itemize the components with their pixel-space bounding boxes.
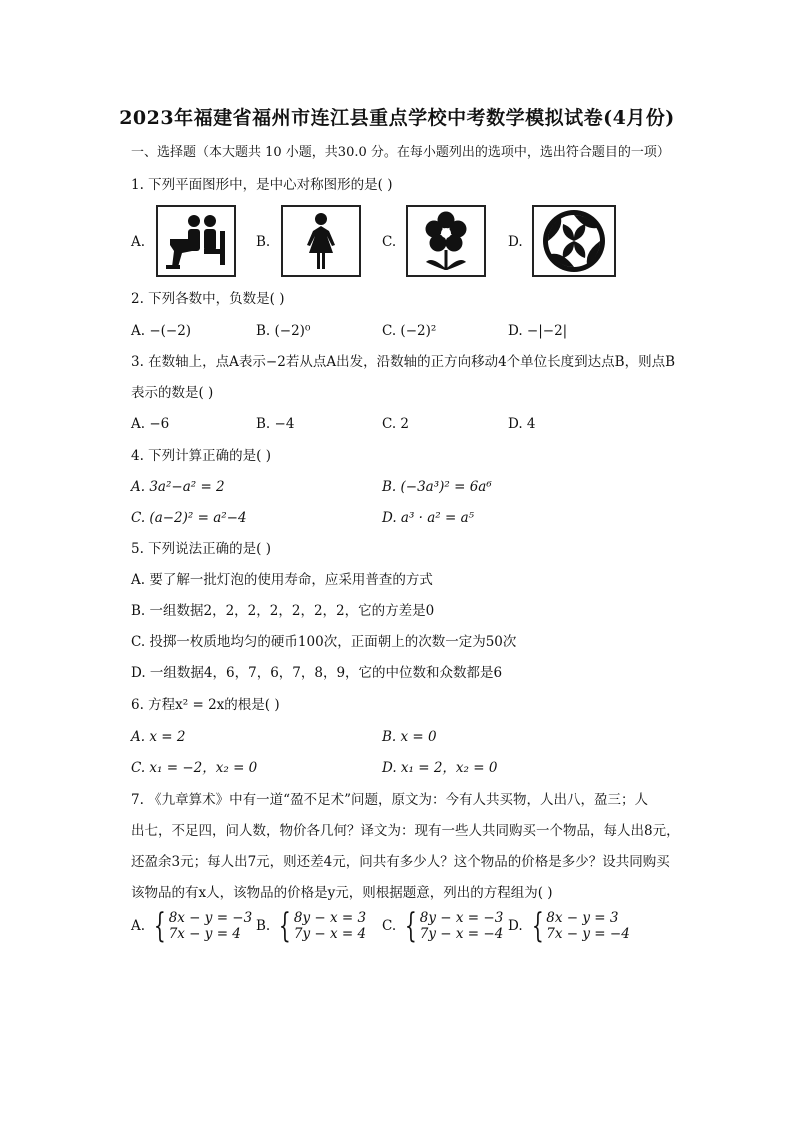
q5-option-d: D. 一组数据4，6，7，6，7，8，9，它的中位数和众数都是6 — [131, 665, 503, 681]
q4-option-d: D. a³ · a² = a⁵ — [382, 510, 475, 526]
q1-image-d — [532, 205, 616, 277]
q7-c-eq2: 7y − x = −4 — [419, 926, 504, 942]
q6-option-c: C. x₁ = −2，x₂ = 0 — [131, 760, 258, 776]
q7-option-a — [131, 906, 253, 946]
q3-option-d: D. 4 — [508, 416, 536, 432]
q7-d-eq2: 7x − y = −4 — [546, 926, 630, 942]
q7-option-c — [382, 906, 504, 946]
q7-label-b: B. — [256, 918, 271, 934]
q7-option-d — [508, 906, 630, 946]
brace-icon: { — [405, 906, 417, 946]
q7-d-eq1: 8x − y = 3 — [546, 910, 619, 926]
q3-stem-line1: 3. 在数轴上，点A表示−2若从点A出发，沿数轴的正方向移动4个单位长度到达点B，则点B — [131, 354, 676, 370]
section-heading: 一、选择题（本大题共 10 小题，共30.0 分。在每小题列出的选项中，选出符合题目的一项） — [131, 145, 670, 160]
q7-c-eq1: 8y − x = −3 — [419, 910, 504, 926]
q3-option-b: B. −4 — [256, 416, 295, 432]
q7-stem-line2: 出七，不足四，问人数，物价各几何？译文为：现有一些人共同购买一个物品，每人出8元， — [131, 823, 680, 839]
circle-pattern-icon — [541, 208, 607, 274]
q7-stem-line1: 7. 《九章算术》中有一道“盈不足术”问题，原文为：今有人共买物，人出八，盈三；人 — [131, 792, 648, 808]
q6-option-d: D. x₁ = 2，x₂ = 0 — [382, 760, 498, 776]
q5-stem: 5. 下列说法正确的是( ) — [131, 541, 271, 557]
q1-image-a — [156, 205, 236, 277]
woman-figure-icon — [291, 209, 351, 273]
q1-label-b: B. — [256, 234, 271, 250]
q5-option-c: C. 投掷一枚质地均匀的硬币100次，正面朝上的次数一定为50次 — [131, 634, 517, 650]
page-title: 2023年福建省福州市连江县重点学校中考数学模拟试卷(4月份) — [119, 107, 675, 129]
q3-option-c: C. 2 — [382, 416, 410, 432]
q1-label-d: D. — [508, 234, 523, 250]
brace-icon: { — [153, 906, 166, 946]
q7-label-a: A. — [131, 918, 146, 934]
q4-option-b: B. (−3a³)² = 6a⁶ — [382, 479, 492, 495]
q7-a-eq1: 8x − y = −3 — [168, 910, 253, 926]
q7-label-d: D. — [508, 918, 523, 934]
brace-icon: { — [531, 906, 544, 946]
q6-option-b: B. x = 0 — [382, 729, 437, 745]
flower-icon — [410, 208, 482, 274]
q7-stem-line3: 还盈余3元；每人出7元，则还差4元，问共有多少人？这个物品的价格是多少？设共同购买 — [131, 854, 670, 870]
brace-icon: { — [279, 906, 291, 946]
q7-b-eq2: 7y − x = 4 — [293, 926, 367, 942]
q6-option-a: A. x = 2 — [131, 729, 186, 745]
q2-option-d: D. −|−2| — [508, 323, 568, 339]
q3-stem-line2: 表示的数是( ) — [131, 385, 214, 401]
q2-option-c: C. (−2)² — [382, 323, 437, 339]
q4-stem: 4. 下列计算正确的是( ) — [131, 448, 271, 464]
q5-option-a: A. 要了解一批灯泡的使用寿命，应采用普查的方式 — [131, 572, 433, 588]
seated-people-icon — [160, 209, 232, 273]
q1-image-b — [281, 205, 361, 277]
q1-stem: 1. 下列平面图形中，是中心对称图形的是( ) — [131, 177, 393, 193]
q2-option-a: A. −(−2) — [131, 323, 192, 339]
q4-option-a: A. 3a²−a² = 2 — [131, 479, 225, 495]
q1-label-a: A. — [131, 234, 146, 250]
q7-option-b — [256, 906, 367, 946]
q5-option-b: B. 一组数据2，2，2，2，2，2，2，它的方差是0 — [131, 603, 435, 619]
q7-stem-line4: 该物品的有x人，该物品的价格是y元，则根据题意，列出的方程组为( ) — [131, 885, 553, 901]
q1-label-c: C. — [382, 234, 397, 250]
q1-image-c — [406, 205, 486, 277]
q3-option-a: A. −6 — [131, 416, 170, 432]
q2-stem: 2. 下列各数中，负数是( ) — [131, 291, 285, 307]
q6-stem: 6. 方程x² = 2x的根是( ) — [131, 697, 280, 713]
q7-label-c: C. — [382, 918, 397, 934]
q2-option-b: B. (−2)⁰ — [256, 323, 311, 339]
q4-option-c: C. (a−2)² = a²−4 — [131, 510, 247, 526]
q7-b-eq1: 8y − x = 3 — [293, 910, 367, 926]
q7-a-eq2: 7x − y = 4 — [168, 926, 241, 942]
